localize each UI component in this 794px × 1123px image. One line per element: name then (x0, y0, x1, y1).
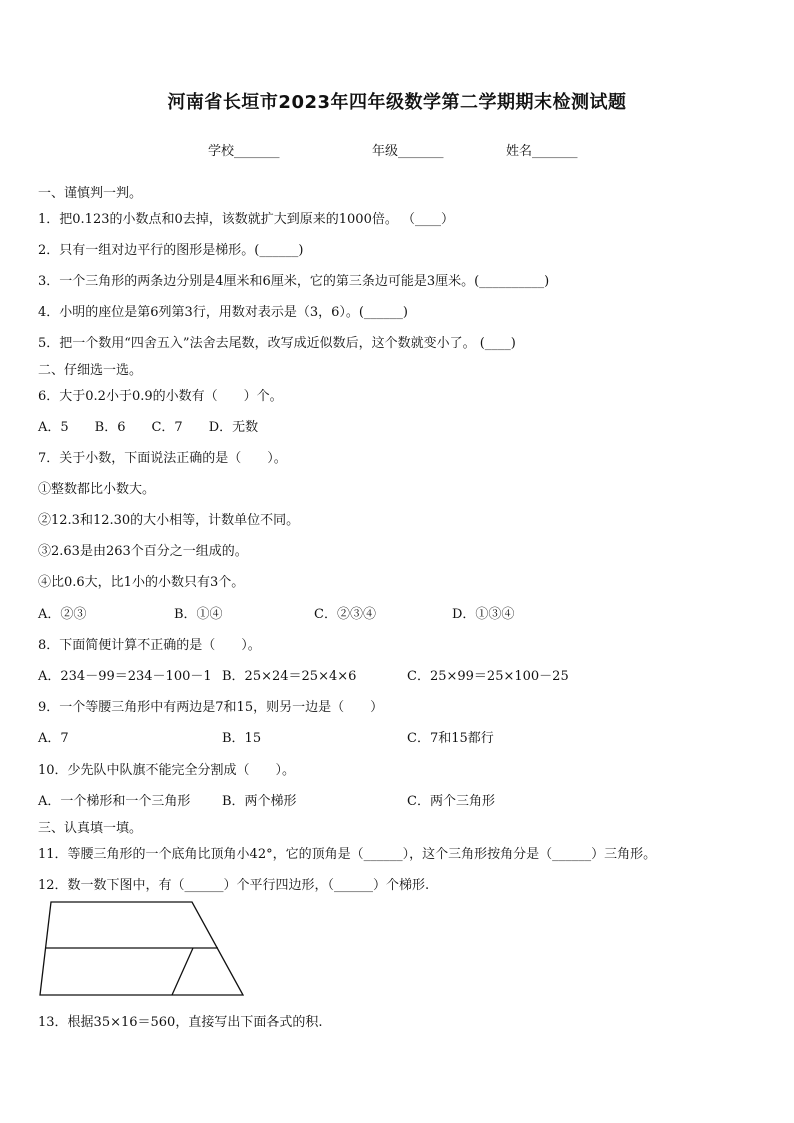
question-1: 1．把0.123的小数点和0去掉，该数就扩大到原来的1000倍。 （____） (38, 212, 454, 227)
question-6-options: A．5 B．6 C．7 D．无数 (38, 420, 259, 435)
question-8-option-c: C．25×99＝25×100－25 (407, 669, 569, 684)
section-heading-judge: 一、谨慎判一判。 (38, 186, 143, 201)
question-10-option-b: B．两个梯形 (222, 794, 297, 809)
question-8-option-b: B．25×24＝25×4×6 (222, 669, 357, 684)
question-9-option-c: C．7和15都行 (407, 731, 494, 746)
question-4: 4．小明的座位是第6列第3行，用数对表示是（3，6）。(______) (38, 305, 408, 320)
question-8-option-a: A．234－99＝234－100－1 (38, 669, 212, 684)
question-7: 7．关于小数，下面说法正确的是（ ）。 (38, 451, 287, 466)
question-6: 6．大于0.2小于0.9的小数有（ ）个。 (38, 389, 283, 404)
page-title: 河南省长垣市2023年四年级数学第二学期期末检测试题 (167, 92, 627, 113)
question-7-statement-3: ③2.63是由263个百分之一组成的。 (38, 544, 248, 559)
section-heading-choose: 二、仔细选一选。 (38, 363, 143, 378)
question-12: 12．数一数下图中，有（______）个平行四边形，（______）个梯形. (38, 878, 430, 893)
question-7-option-d: D．①③④ (452, 607, 515, 622)
name-field-label: 姓名_______ (506, 144, 578, 159)
grade-field-label: 年级_______ (372, 144, 444, 159)
question-11: 11．等腰三角形的一个底角比顶角小42°，它的顶角是（______），这个三角形按角分是（______）三角形。 (38, 847, 657, 862)
question-7-statement-4: ④比0.6大，比1小的小数只有3个。 (38, 575, 245, 590)
question-8: 8．下面简便计算不正确的是（ ）。 (38, 638, 261, 653)
question-2: 2．只有一组对边平行的图形是梯形。(______) (38, 243, 304, 258)
trapezoid-figure (38, 899, 248, 999)
question-7-statement-2: ②12.3和12.30的大小相等，计数单位不同。 (38, 513, 300, 528)
school-field-label: 学校_______ (208, 144, 280, 159)
question-7-option-c: C．②③④ (314, 607, 376, 622)
question-10-option-a: A．一个梯形和一个三角形 (38, 794, 191, 809)
question-9-option-a: A．7 (38, 731, 69, 746)
question-9: 9．一个等腰三角形中有两边是7和15，则另一边是（ ） (38, 700, 384, 715)
question-10-option-c: C．两个三角形 (407, 794, 495, 809)
question-3: 3．一个三角形的两条边分别是4厘米和6厘米，它的第三条边可能是3厘米。(__________) (38, 274, 550, 289)
question-7-statement-1: ①整数都比小数大。 (38, 482, 156, 497)
question-7-option-b: B．①④ (174, 607, 223, 622)
question-5: 5．把一个数用“四舍五入”法舍去尾数，改写成近似数后，这个数就变小了。 (____) (38, 336, 516, 351)
question-13: 13．根据35×16＝560，直接写出下面各式的积. (38, 1015, 323, 1030)
question-10: 10．少先队中队旗不能完全分割成（ ）。 (38, 763, 296, 778)
question-7-option-a: A．②③ (38, 607, 87, 622)
section-heading-fill: 三、认真填一填。 (38, 821, 143, 836)
slanted-divider-line (172, 948, 193, 995)
question-9-option-b: B．15 (222, 731, 262, 746)
